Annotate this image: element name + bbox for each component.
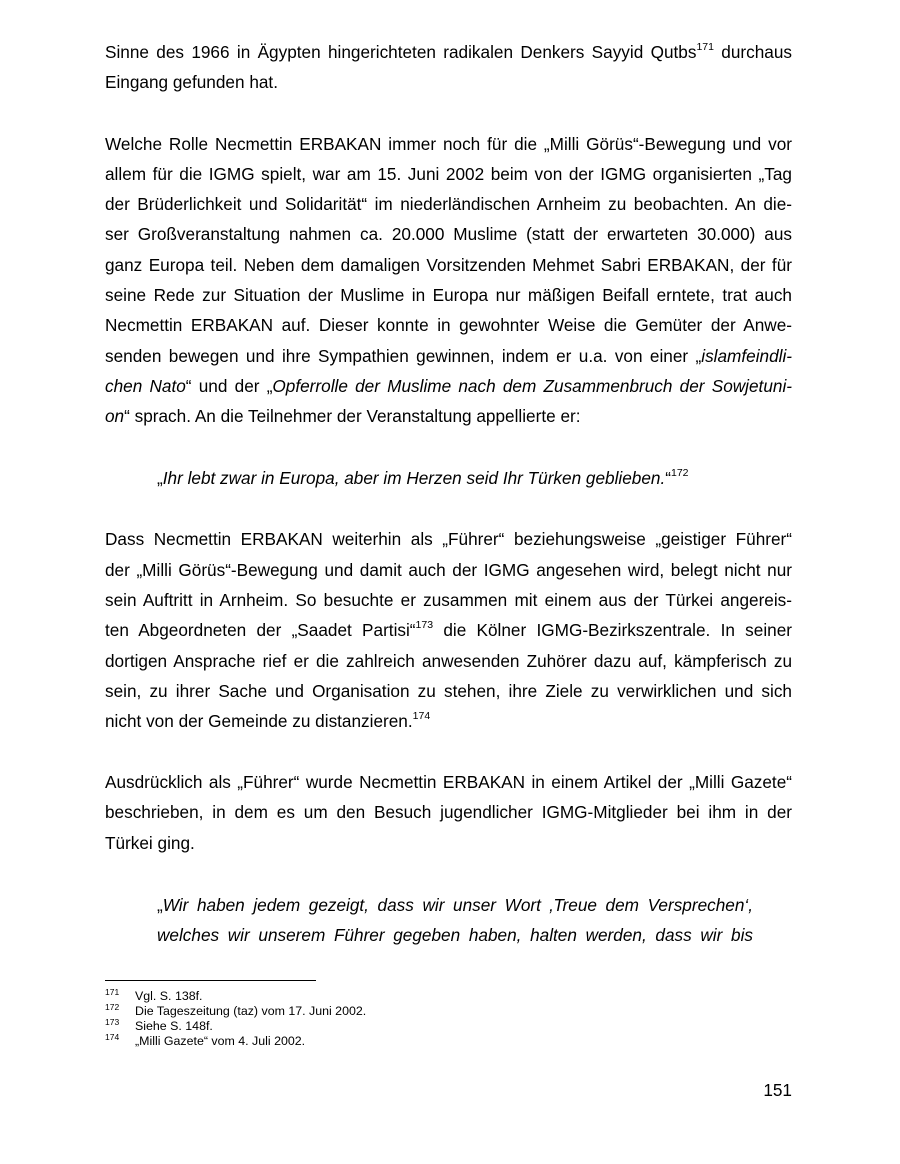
body-line — [105, 341, 792, 371]
text-run: durchaus — [713, 42, 792, 62]
body-line — [105, 37, 792, 67]
body-line: ganz Europa teil. Neben dem damaligen Vorsitzenden Mehmet Sabri ERBAKAN, der für — [105, 255, 792, 275]
body-line: beschrieben, in dem es um den Besuch jugendlicher IGMG-Mitglieder bei ihm in der — [105, 802, 792, 822]
page-number: 151 — [763, 1080, 792, 1100]
body-line: sein Auftritt in Arnheim. So besuchte er zusammen mit einem aus der Türkei angereis- — [105, 590, 792, 610]
block-quote — [157, 463, 753, 493]
body-line: Türkei ging. — [105, 833, 195, 853]
text-run: “ sprach. An die Teilnehmer der Veranstaltung appellierte er: — [124, 406, 581, 426]
block-quote — [157, 920, 753, 950]
body-line — [105, 401, 792, 431]
text-run: Sinne des 1966 in Ägypten hingerichteten radikalen Denkers Sayyid Qutbs — [105, 42, 697, 62]
footnote-ref: 172 — [670, 467, 689, 480]
body-line — [105, 371, 792, 401]
italic-run: chen Nato — [105, 376, 186, 396]
body-line: sein, zu ihrer Sache und Organisation zu stehen, ihre Ziele zu verwirklichen und sich — [105, 681, 792, 701]
footnote-text: Die Tageszeitung (taz) vom 17. Juni 2002. — [135, 1004, 367, 1018]
body-line: Necmettin ERBAKAN auf. Dieser konnte in gewohnter Weise die Gemüter der Anwe- — [105, 315, 792, 335]
footnote-ref: 173 — [415, 619, 434, 632]
text-run: die Kölner IGMG-Bezirkszentrale. In seiner — [433, 620, 792, 640]
footnote-number: 172 — [105, 1002, 120, 1012]
footnote-text: Vgl. S. 138f. — [135, 989, 203, 1003]
body-line: der „Milli Görüs“-Bewegung und damit auch der IGMG angesehen wird, belegt nicht nur — [105, 560, 792, 580]
body-line — [105, 615, 792, 645]
footnote-ref: 171 — [696, 41, 714, 54]
body-line: allem für die IGMG spielt, war am 15. Juni 2002 beim von der IGMG organisierten „Tag — [105, 164, 792, 184]
quote-text: Wir haben jedem gezeigt, dass wir unser Wort ‚Treue dem Versprechen‘, — [162, 895, 753, 915]
footnote-number: 174 — [105, 1032, 120, 1042]
quote-mark: “ — [665, 468, 671, 488]
quote-text: welches wir unserem Führer gegeben haben, halten werden, dass wir bis — [157, 925, 753, 945]
body-line: seine Rede zur Situation der Muslime in Europa nur mäßigen Beifall erntete, trat auch — [105, 285, 792, 305]
quote-text: Ihr lebt zwar in Europa, aber im Herzen seid Ihr Türken geblieben. — [162, 468, 666, 488]
text-run: “ und der „ — [185, 376, 273, 396]
body-line: dortigen Ansprache rief er die zahlreich anwesenden Zuhörer dazu auf, kämpferisch zu — [105, 651, 792, 671]
body-line — [105, 706, 792, 736]
body-line: Eingang gefunden hat. — [105, 72, 278, 92]
body-line: Dass Necmettin ERBAKAN weiterhin als „Führer“ beziehungsweise „geistiger Führer“ — [105, 529, 792, 549]
body-line: ser Großveranstaltung nahmen ca. 20.000 Muslime (statt der erwarteten 30.000) aus — [105, 224, 792, 244]
quote-mark: „ — [157, 895, 163, 915]
footnote-number: 173 — [105, 1017, 120, 1027]
body-line: der Brüderlichkeit und Solidarität“ im niederländischen Arnheim zu beobachten. An die- — [105, 194, 792, 214]
italic-run: on — [105, 406, 125, 426]
footnote-number: 171 — [105, 987, 120, 997]
body-line: Ausdrücklich als „Führer“ wurde Necmettin ERBAKAN in einem Artikel der „Milli Gazete“ — [105, 772, 792, 792]
italic-run: islamfeindli- — [701, 346, 792, 366]
footnote-separator — [105, 980, 316, 981]
italic-run: Opferrolle der Muslime nach dem Zusammenbruch der Sowjetuni- — [272, 376, 792, 396]
footnote-ref: 174 — [412, 710, 431, 723]
text-run: ten Abgeordneten der „Saadet Partisi“ — [105, 620, 416, 640]
text-run: senden bewegen und ihre Sympathien gewinnen, indem er u.a. von einer „ — [105, 346, 702, 366]
text-run: nicht von der Gemeinde zu distanzieren. — [105, 711, 413, 731]
footnote-text: „Milli Gazete“ vom 4. Juli 2002. — [135, 1034, 306, 1048]
footnote-text: Siehe S. 148f. — [135, 1019, 213, 1033]
block-quote — [157, 890, 753, 920]
quote-mark: „ — [157, 468, 163, 488]
body-line: Welche Rolle Necmettin ERBAKAN immer noch für die „Milli Görüs“-Bewegung und vor — [105, 134, 792, 154]
